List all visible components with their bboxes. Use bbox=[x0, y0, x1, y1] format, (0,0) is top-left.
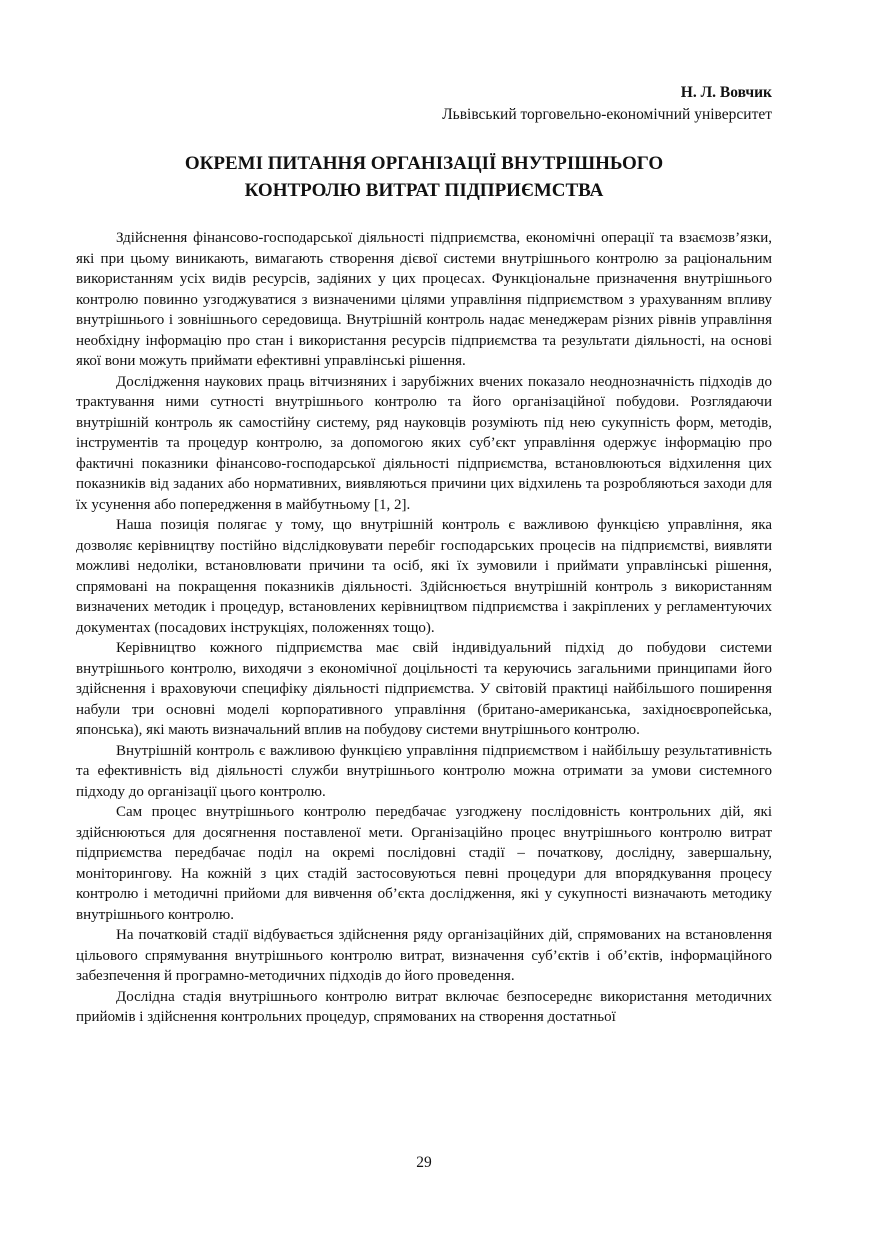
article-title-line-1: ОКРЕМІ ПИТАННЯ ОРГАНІЗАЦІЇ ВНУТРІШНЬОГО bbox=[184, 153, 664, 174]
paragraph-6: Сам процес внутрішнього контролю передбачає узгоджену послідовність контрольних дій, які здійснюються для досягнення поставленої мети. Організаційно процес внутрішнього контролю витрат підприємства передбачає поділ на окремі послідовні стадії – початкову, дослідну, завершальну, моніторингову. На кожній з цих стадій застосовуються певні процедури для впорядкування процесу контролю і методичні прийоми для вивчення об’єкта дослідження, які у сукупності визначають методику внутрішнього контролю. bbox=[76, 804, 772, 923]
article-title-line-2: КОНТРОЛЮ ВИТРАТ ПІДПРИЄМСТВА bbox=[244, 180, 604, 201]
page-number: 29 bbox=[416, 1154, 432, 1171]
article-title bbox=[76, 150, 772, 204]
article-body bbox=[76, 228, 772, 1028]
paragraph-5: Внутрішній контроль є важливою функцією управління підприємством і найбільшу результативність та ефективність від діяльності служби внутрішнього контролю можна отримати за умови системного підходу до організації цього контролю. bbox=[76, 742, 772, 800]
paragraph-3: Наша позиція полягає у тому, що внутрішній контроль є важливою функцією управління, яка дозволяє керівництву постійно відслідковувати перебіг господарських процесів на підприємстві, виявляти можливі недоліки, встановлювати причини та осіб, які їх зумовили і приймати управлінські рішення, спрямовані на покращення показників діяльності. Здійснюється внутрішній контроль з використанням визначених методик і процедур, встановлених керівництвом підприємства і закріплених у регламентуючих документах (посадових інструкціях, положеннях тощо). bbox=[76, 517, 772, 636]
paragraph-2: Дослідження наукових праць вітчизняних і зарубіжних вчених показало неоднозначність підходів до трактування ними сутності внутрішнього контролю та його організаційної побудови. Розглядаючи внутрішній контроль як самостійну систему, ряд науковців розуміють під нею сукупність форм, методів, інструментів та процедур контролю, за допомогою яких суб’єкт управління одержує інформацію про фактичні показники фінансово-господарської діяльності підприємства, встановлюються відхилення цих показників від заданих або нормативних, виявляються причини цих відхилень та розробляються заходи для їх усунення або попередження в майбутньому [1, 2]. bbox=[76, 373, 772, 513]
paragraph-1: Здійснення фінансово-господарської діяльності підприємства, економічні операції та взаємозв’язки, які при цьому виникають, вимагають створення дієвої системи внутрішнього контролю за раціональним використанням усіх видів ресурсів, задіяних у цих процесах. Функціональне призначення внутрішнього контролю повинно узгоджуватися з визначеними цілями управління підприємством з урахуванням впливу внутрішнього і зовнішнього середовища. Внутрішній контроль надає менеджерам різних рівнів управління необхідну інформацію про стан і використання ресурсів підприємства та результати діяльності, на основі якої вони можуть приймати ефективні управлінські рішення. bbox=[76, 230, 772, 369]
author-affiliation: Львівський торговельно-економічний університет bbox=[442, 106, 772, 123]
author-name: Н. Л. Вовчик bbox=[680, 84, 772, 101]
paragraph-8: Дослідна стадія внутрішнього контролю витрат включає безпосереднє використання методичних прийомів і здійснення контрольних процедур, спрямованих на створення достатньої bbox=[76, 988, 772, 1025]
paragraph-4: Керівництво кожного підприємства має свій індивідуальний підхід до побудови системи внутрішнього контролю, виходячи з економічної доцільності та керуючись загальними принципами його здійснення і враховуючи специфіку діяльності підприємства. У світовій практиці найбільшого поширення набули три основні моделі корпоративного управління (британо-американська, західноєвропейська, японська), які мають визначальний вплив на побудову системи внутрішнього контролю. bbox=[76, 640, 772, 738]
paragraph-7: На початковій стадії відбувається здійснення ряду організаційних дій, спрямованих на встановлення цільового спрямування внутрішнього контролю витрат, визначення суб’єктів і об’єктів, інформаційного забезпечення й програмно-методичних підходів до його проведення. bbox=[76, 927, 772, 984]
